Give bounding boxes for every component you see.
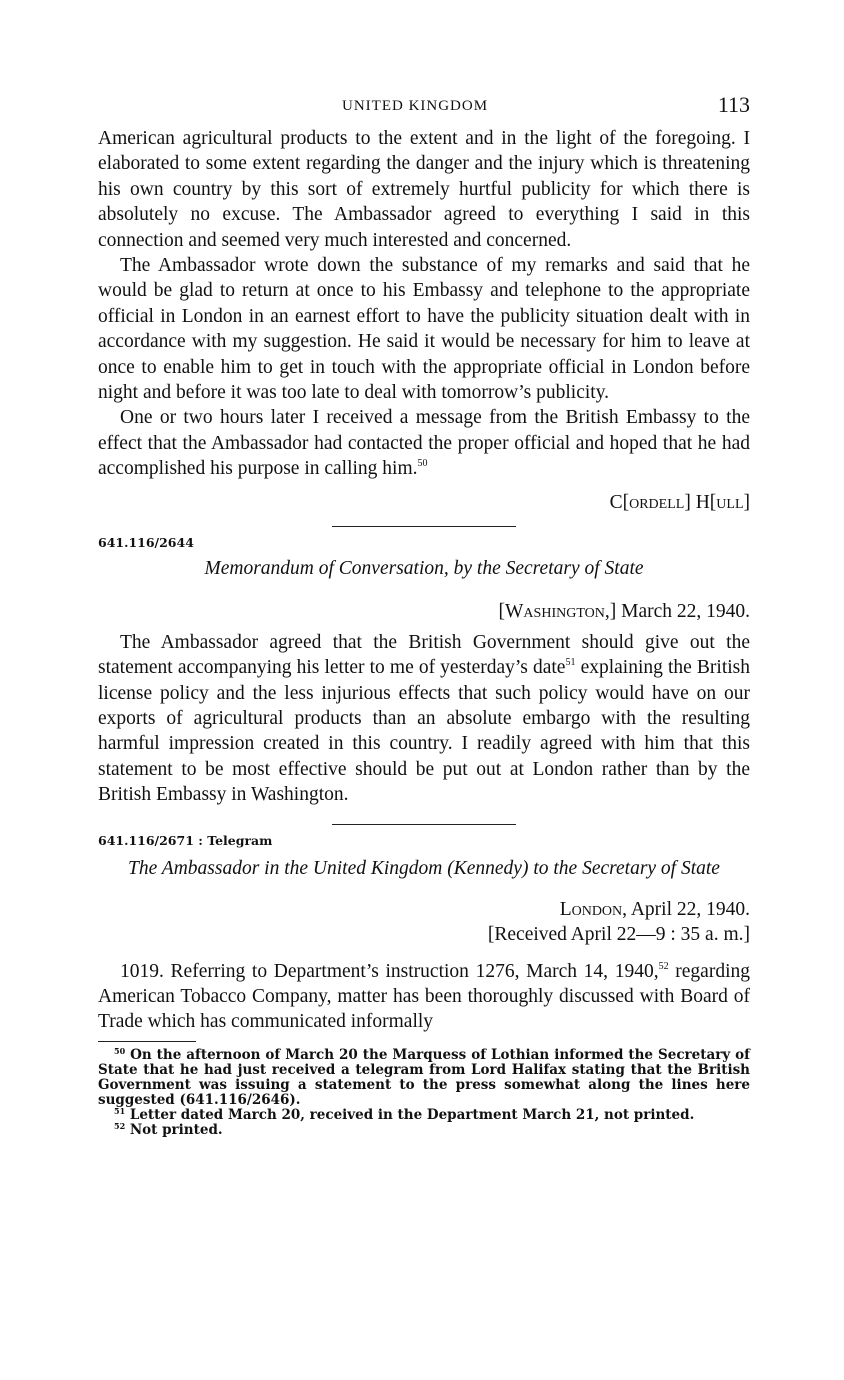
page-header — [98, 92, 750, 126]
document-page — [98, 92, 750, 1138]
section-divider — [332, 526, 516, 527]
paragraph-embassy-message — [98, 405, 750, 481]
dateline: [Washington,] March 22, 1940. — [498, 600, 750, 622]
paragraph-text: One or two hours later I received a message from the British Embassy to the effect that the Ambassador had contacted the proper official and hoped that he had accomplished his purpose in calling him. — [98, 407, 750, 480]
signature: C[ordell] H[ull] — [609, 491, 750, 513]
file-reference: 641.116/2671 : Telegram — [98, 832, 273, 848]
footnote-ref-50: 50 — [417, 458, 428, 470]
footnote-divider — [98, 1041, 196, 1042]
footnote-51: $^{51}$ Letter dated March 20, received in the Department March 21, not printed. — [114, 1105, 695, 1123]
footnote-ref-52: 52 — [658, 960, 669, 972]
section-divider — [332, 824, 516, 825]
paragraph-telegram: 1019. Referring to Department’s instruction 1276, March 14, 1940,52 regarding American Tobacco Company, matter has been thoroughly discussed with Board of Trade which has communicated informally — [98, 960, 750, 1033]
received-line: [Received April 22—9 : 35 a. m.] — [487, 923, 750, 945]
running-head: UNITED KINGDOM — [342, 98, 489, 114]
paragraph-continuation: American agricultural products to the extent and in the light of the foregoing. I elaborated to some extent regarding the danger and the injury which is threatening his own country by this sort of extremely hurtful publicity for which there is absolutely no excuse. The Ambassador agreed to everything I said in this connection and seemed very much interested and concerned. — [98, 128, 750, 251]
footnotes — [98, 1045, 750, 1138]
document-title: Memorandum of Conversation, by the Secretary of State — [204, 557, 644, 579]
paragraph-memorandum: The Ambassador agreed that the British Government should give out the statement accompanying his letter to me of yesterday’s date$^{51}$ explaining the British license policy and the less injurious effects that such policy would have on our exports of agricultural products than an absolute embargo with the resulting harmful impression created in this country. I readily agreed with him that this statement to be most effective should be put out at London rather than by the British Embassy in Washington. — [98, 631, 750, 806]
paragraph-ambassador-response: The Ambassador wrote down the substance of my remarks and said that he would be glad to return at once to his Embassy and telephone to the appropriate official in London in an earnest effort to have the publicity situation dealt with in accordance with my suggestion. He said it would be necessary for him to leave at once to enable him to get in touch with the appropriate official in London before night and before it was too late to deal with tomorrow’s publicity. — [98, 255, 750, 404]
document-title: The Ambassador in the United Kingdom (Kennedy) to the Secretary of State — [128, 857, 720, 879]
footnote-50: $^{50}$ On the afternoon of March 20 the Marquess of Lothian informed the Secretary of State that he had just received a telegram from Lord Halifax stating that the British Government was issuing a statement to the press somewhat along the lines here suggested (641.116/2646). — [98, 1045, 750, 1108]
file-reference: 641.116/2644 — [98, 534, 194, 550]
footnote-ref-51: 51 — [565, 657, 576, 669]
footnote-52: $^{52}$ Not printed. — [114, 1120, 223, 1138]
page-number: 113 — [717, 92, 750, 117]
dateline: London, April 22, 1940. — [559, 898, 750, 920]
